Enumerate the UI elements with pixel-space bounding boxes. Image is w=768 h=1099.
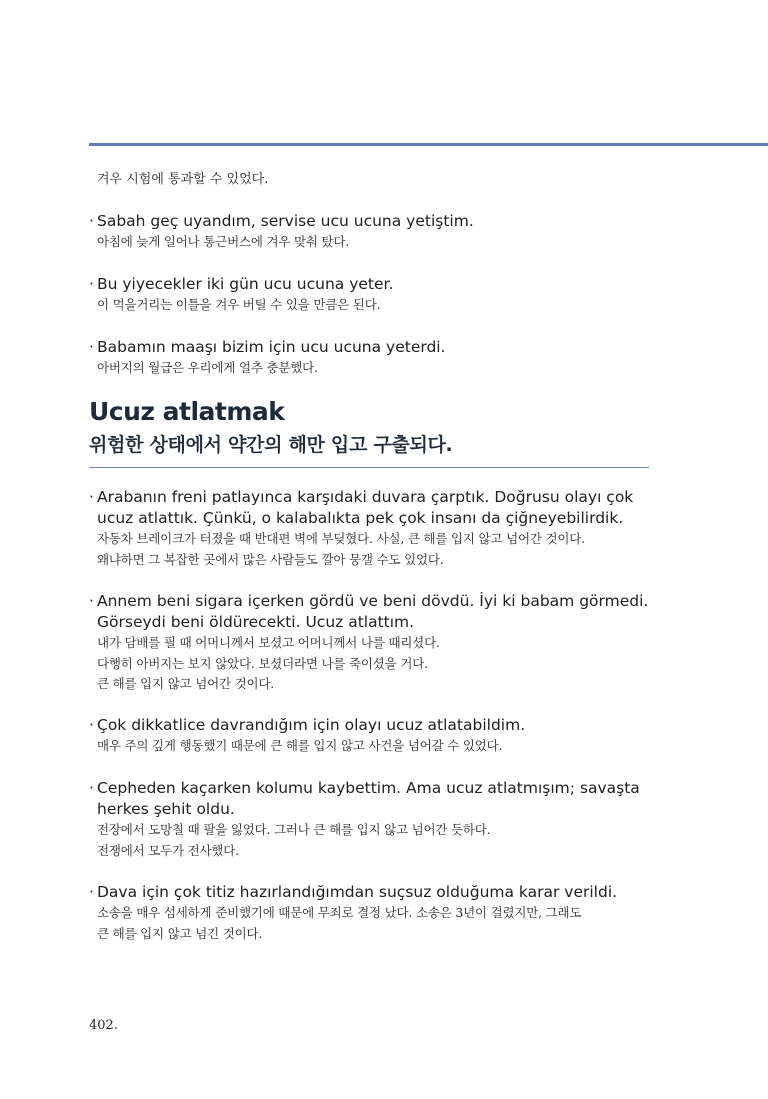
bullet: ·	[89, 488, 94, 506]
example-turkish-line: Cepheden kaçarken kolumu kaybettim. Ama ucuz atlatmışım; savaşta	[97, 779, 640, 797]
example-turkish-line: Arabanın freni patlayınca karşıdaki duvara çarptık. Doğrusu olayı çok	[97, 488, 634, 506]
example-turkish-line: Görseydi beni öldürecekti. Ucuz atlattım.	[97, 613, 415, 631]
headword: Ucuz atlatmak	[89, 397, 285, 426]
example-korean-line: 큰 해를 입지 않고 넘어간 것이다.	[97, 676, 275, 691]
example-korean-line: 내가 담배를 필 때 어머니께서 보셨고 어머니께서 나를 때리셨다.	[97, 635, 440, 650]
continuation-line: 겨우 시험에 통과할 수 있었다.	[97, 172, 269, 187]
example-turkish	[89, 882, 669, 903]
example-turkish-line: Sabah geç uyandım, servise ucu ucuna yetiştim.	[97, 212, 474, 230]
example-top-2	[89, 274, 669, 316]
example-bottom-2	[89, 591, 669, 695]
example-korean-line: 왜냐하면 그 복잡한 곳에서 많은 사람들도 깔아 뭉갤 수도 있었다.	[97, 551, 444, 567]
example-korean-line: 자동차 브레이크가 터졌을 때 반대편 벽에 부딪혔다. 사실, 큰 해를 입지 않고 넘어간 것이다.	[97, 531, 585, 546]
bullet: ·	[89, 275, 94, 293]
example-bottom-4	[89, 778, 669, 861]
example-turkish-line: Annem beni sigara içerken gördü ve beni dövdü. İyi ki babam görmedi.	[97, 592, 649, 610]
example-korean-line: 전쟁에서 모두가 전사했다.	[97, 842, 239, 858]
example-turkish	[89, 591, 669, 612]
example-top-3	[89, 337, 669, 379]
bullet: ·	[89, 883, 94, 901]
example-bottom-1	[89, 487, 669, 570]
example-bottom-5	[89, 882, 669, 944]
example-turkish-line: herkes şehit oldu.	[97, 800, 235, 818]
example-korean-line: 아버지의 월급은 우리에게 얼추 충분했다.	[97, 360, 318, 375]
example-top-1	[89, 211, 669, 253]
example-korean-line: 소송을 매우 섬세하게 준비했기에 때문에 무죄로 결정 났다. 소송은 3년이 걸렸지만, 그래도	[97, 905, 582, 920]
bullet: ·	[89, 716, 94, 734]
example-korean-line: 전장에서 도망칠 때 팔을 잃었다. 그러나 큰 해를 입지 않고 넘어간 듯하다.	[97, 822, 491, 837]
example-korean-line: 큰 해를 입지 않고 넘긴 것이다.	[97, 925, 263, 941]
bullet: ·	[89, 212, 94, 230]
example-korean-line: 매우 주의 깊게 행동했기 때문에 큰 해를 입지 않고 사건을 넘어갈 수 있었다.	[97, 738, 503, 753]
bullet: ·	[89, 779, 94, 797]
bullet: ·	[89, 338, 94, 356]
example-turkish	[89, 487, 669, 508]
example-bottom-3	[89, 715, 669, 757]
example-turkish	[89, 715, 669, 736]
page-number: 402.	[89, 1018, 118, 1033]
example-turkish-line: ucuz atlattık. Çünkü, o kalabalıkta pek çok insanı da çiğneyebilirdik.	[97, 509, 624, 527]
headword-meaning: 위험한 상태에서 약간의 해만 입고 구출되다.	[89, 434, 453, 456]
top-rule	[89, 143, 768, 146]
example-turkish-line: Dava için çok titiz hazırlandığımdan suçsuz olduğuma karar verildi.	[97, 883, 618, 901]
example-korean-line: 다행히 아버지는 보지 않았다. 보셨더라면 나를 죽이셨을 거다.	[97, 655, 428, 671]
example-korean-line: 아침에 늦게 일어나 통근버스에 겨우 맞춰 탔다.	[97, 234, 350, 249]
example-turkish	[89, 211, 669, 232]
example-turkish-line: Bu yiyecekler iki gün ucu ucuna yeter.	[97, 275, 394, 293]
example-korean-line: 이 먹을거리는 이틀을 겨우 버틸 수 있을 만큼은 된다.	[97, 297, 381, 312]
section-rule	[89, 467, 649, 468]
example-turkish	[89, 274, 669, 295]
example-turkish	[89, 778, 669, 799]
example-turkish-line: Çok dikkatlice davrandığım için olayı ucuz atlatabildim.	[97, 716, 526, 734]
bullet: ·	[89, 592, 94, 610]
example-turkish	[89, 337, 669, 358]
example-turkish-line: Babamın maaşı bizim için ucu ucuna yeterdi.	[97, 338, 446, 356]
